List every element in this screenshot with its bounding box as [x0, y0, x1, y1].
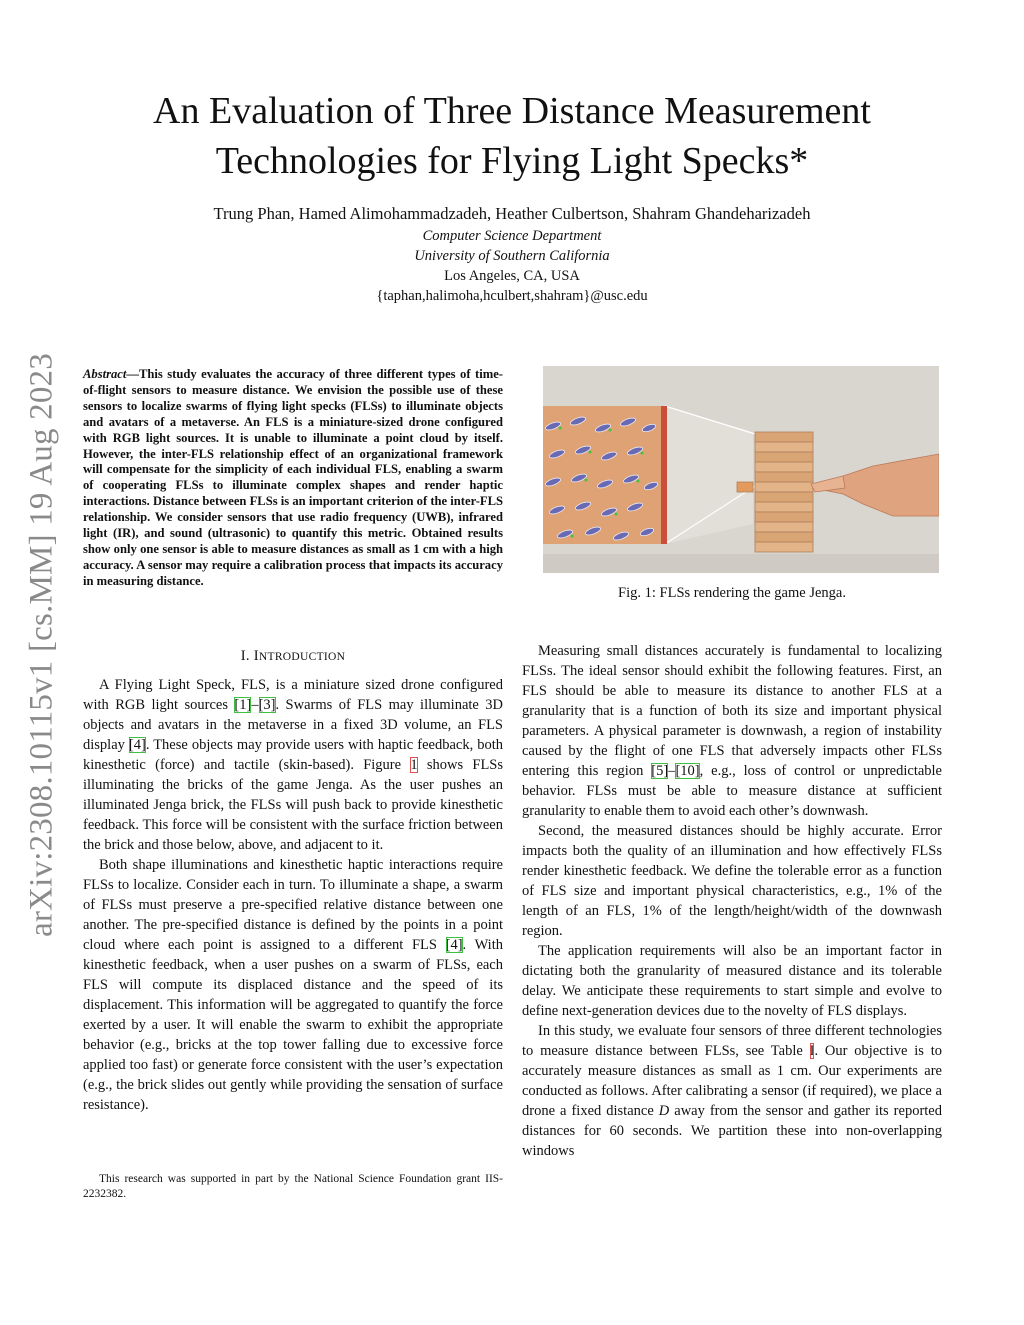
section-number: I. — [240, 648, 250, 664]
paper-title — [90, 86, 934, 186]
table-link[interactable]: I — [809, 1043, 815, 1059]
author-list: Trung Phan, Hamed Alimohammadzadeh, Heather Culbertson, Shahram Ghandeharizadeh — [213, 204, 811, 223]
citation-link[interactable]: [5] — [651, 763, 669, 779]
title-line-2: Technologies for Flying Light Specks* — [215, 140, 809, 182]
section-title-rest: NTRODUCTION — [258, 651, 346, 663]
arxiv-id: arXiv:2308.10115v1 [cs.MM] 19 Aug 2023 — [23, 353, 60, 937]
section-heading — [83, 648, 503, 665]
paragraph: Both shape illuminations and kinesthetic haptic interactions require FLSs to localize. Consider each in turn. To illuminate a shape, a swarm of FLSs must preserve a pre-specified relative distance between one another. The pre-specified distance is defined by the points in a point cloud where each point is assigned to a different FLS [4]. With kinesthetic feedback, when a user pushes on a swarm of FLSs, each FLS will compute its displaced distance and the speed of its displacement. This information will be aggregated to quantify the force exerted by a user. It will enable the swarm to exhibit the appropriate behavior (e.g., bricks at the top tower falling due to excessive force applied too fast) or generate force consistent with the user’s expectation (e.g., the brick slides out gently while providing the sensation of surface resistance). — [83, 857, 503, 1113]
university: University of Southern California — [414, 248, 610, 264]
citation-link[interactable]: [1] — [234, 697, 252, 713]
citation-link[interactable]: [4] — [128, 737, 146, 753]
abstract — [83, 367, 503, 590]
citation-link[interactable]: [3] — [258, 697, 276, 713]
paragraph: Measuring small distances accurately is fundamental to localizing FLSs. The ideal sensor should exhibit the following features. First, an FLS should be able to measure its distance to another FLS at a granularity that is a function of both its size and important physical parameters. A physical parameter is downwash, a region of instability caused by the flight of one FLS that adversely impacts other FLSs entering this region [5]–[10], e.g., loss of control or unpredictable behavior. FLSs must be able to measure distance at sufficient granularity to enable them to avoid each other’s downwash. — [522, 643, 942, 819]
department: Computer Science Department — [422, 228, 602, 244]
citation-link[interactable]: [4] — [445, 937, 463, 953]
variable-d: D — [658, 1103, 670, 1119]
figure-image — [543, 366, 939, 573]
affiliation — [90, 226, 934, 306]
paragraph: In this study, we evaluate four sensors of three different technologies to measure distance between FLSs, see Table I. Our objective is to accurately measure distances as small as 1 cm. Our experiments are conducted as follows. After calibrating a sensor (if required), we place a drone a fixed distance D away from the sensor and gather its reported distances for 60 seconds. We partition these into non-overlapping windows — [522, 1023, 942, 1159]
section-initial: I — [253, 648, 259, 664]
location: Los Angeles, CA, USA — [444, 268, 580, 284]
figure-caption: Fig. 1: FLSs rendering the game Jenga. — [618, 585, 846, 601]
left-column-body — [83, 675, 503, 1115]
figure-link[interactable]: 1 — [410, 757, 418, 773]
email: {taphan,halimoha,hculbert,shahram}@usc.edu — [376, 288, 648, 304]
abstract-text: —This study evaluates the accuracy of three different types of time-of-flight sensors to measure distance. We envision the possible use of these sensors to localize swarms of flying light specks (FLSs) to illuminate objects and avatars of a metaverse. An FLS is a miniature-sized drone configured with RGB light sources. It is unable to illuminate a point cloud by itself. However, the inter-FLS relationship effect of an organizational framework will compensate for the simplicity of each individual FLS, enabling a swarm of cooperating FLSs to illuminate complex shapes and render haptic interactions. Distance between FLSs is an important criterion of the inter-FLS relationship. We consider sensors that use radio frequency (UWB), infrared light (IR), and sound (ultrasonic) to quantify this metric. Obtained results show only one sensor is able to measure distances as small as 1 cm with a high accuracy. A sensor may require a calibration process that impacts its accuracy in measuring distance. — [83, 367, 503, 588]
paragraph: The application requirements will also be an important factor in dictating both the granularity of measured distance and its tolerable delay. We anticipate these requirements to start simple and evolve to define next-generation devices due to the novelty of FLS displays. — [522, 943, 942, 1019]
right-column-body — [522, 641, 942, 1161]
title-line-1: An Evaluation of Three Distance Measurement — [153, 90, 871, 132]
arxiv-stamp — [20, 340, 64, 950]
abstract-label: Abstract — [83, 367, 127, 381]
citation-link[interactable]: [10] — [675, 763, 700, 779]
paragraph: A Flying Light Speck, FLS, is a miniature sized drone configured with RGB light sources [1]–[3]. Swarms of FLS may illuminate 3D objects and avatars in the metaverse in a fixed 3D volume, an FLS display [4]. These objects may provide users with haptic feedback, both kinesthetic (force) and tactile (skin-based). Figure 1 shows FLSs illuminating the bricks of the game Jenga. As the user pushes an illuminated Jenga brick, the FLSs will push back to provide kinesthetic feedback. This force will be consistent with the surface friction between the brick and those below, above, and adjacent to it. — [83, 677, 504, 853]
footnote: This research was supported in part by the National Science Foundation grant IIS-2232382. — [83, 1173, 503, 1200]
paragraph: Second, the measured distances should be highly accurate. Error impacts both the quality of an illumination and how effectively FLSs render kinesthetic feedback. We define the tolerable error as a function of FLS size and important physical characteristics, e.g., 1% of the length of an FLS, 1% of the length/height/width of the downwash region. — [522, 823, 942, 939]
